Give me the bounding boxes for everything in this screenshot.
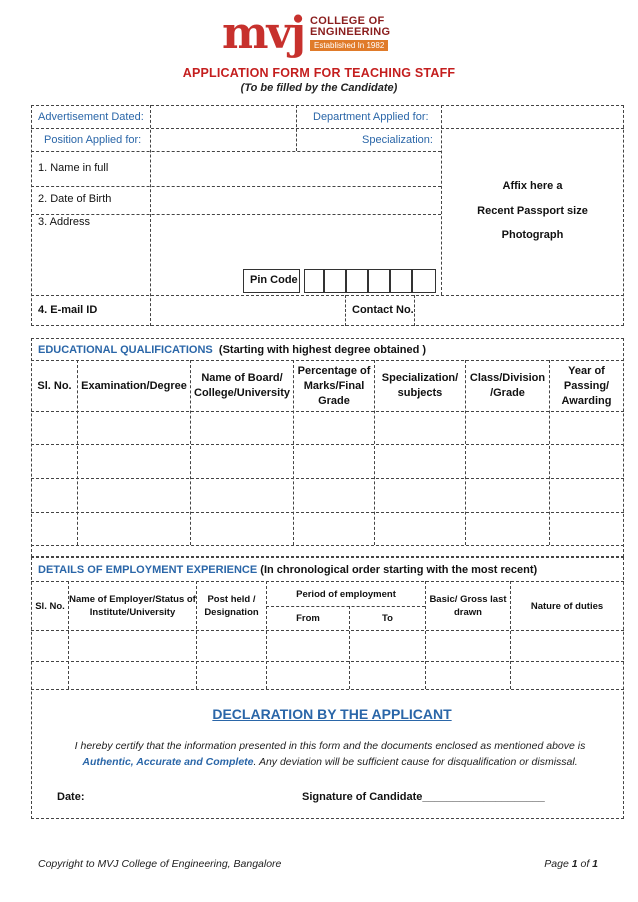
edu-row-2[interactable] (32, 445, 623, 478)
dob-label: 2. Date of Birth (38, 193, 112, 205)
date-label: Date: (57, 791, 85, 803)
logo-text: COLLEGE OF ENGINEERING Established In 1982 (310, 15, 391, 50)
pin-digit-6[interactable] (412, 269, 436, 293)
specialization-field[interactable] (442, 129, 623, 150)
footer-copyright: Copyright to MVJ College of Engineering, Bangalore (38, 858, 282, 870)
pin-digit-3[interactable] (346, 269, 368, 293)
edu-col-year: Year of Passing/ Awarding (561, 364, 612, 407)
position-applied-field[interactable] (151, 129, 295, 150)
edu-col-specialization: Specialization/ subjects (381, 372, 459, 399)
department-applied-field[interactable] (442, 106, 623, 127)
emp-col-salary: Basic/ Gross last drawn (429, 594, 507, 618)
edu-row-3[interactable] (32, 479, 623, 512)
edu-col-sl: Sl. No. (37, 379, 72, 392)
emp-col-from: From (296, 613, 320, 624)
emp-col-sl: Sl. No. (35, 600, 65, 612)
pin-code-label: Pin Code (250, 274, 298, 286)
contact-label: Contact No. (352, 304, 414, 316)
photo-area: Affix here a Recent Passport size Photograph (477, 180, 588, 241)
emp-col-duties: Nature of duties (530, 600, 604, 612)
position-applied-label: Position Applied for: (44, 134, 142, 146)
pin-digit-4[interactable] (368, 269, 390, 293)
emp-col-employer: Name of Employer/Status of Institute/University (69, 594, 196, 618)
declaration-title: DECLARATION BY THE APPLICANT (212, 706, 452, 722)
signature-label: Signature of Candidate____________________ (302, 791, 545, 803)
pin-digit-2[interactable] (324, 269, 346, 293)
specialization-label: Specialization: (362, 134, 433, 146)
emp-col-post: Post held / Designation (204, 594, 259, 618)
pin-digit-5[interactable] (390, 269, 412, 293)
form-title: APPLICATION FORM FOR TEACHING STAFF (182, 66, 456, 80)
address-label: 3. Address (38, 216, 90, 228)
edu-col-percentage: Percentage of Marks/Final Grade (297, 364, 371, 407)
form-subtitle: (To be filled by the Candidate) (240, 82, 398, 94)
emp-col-period: Period of employment (296, 588, 396, 600)
email-field[interactable] (151, 296, 344, 325)
edu-col-class: Class/Division /Grade (469, 372, 546, 399)
email-label: 4. E-mail ID (38, 304, 98, 316)
name-field[interactable] (151, 152, 440, 185)
edu-row-4[interactable] (32, 513, 623, 545)
edu-col-board: Name of Board/ College/University (194, 372, 290, 399)
pin-code-label-box (243, 269, 300, 293)
advertisement-dated-field[interactable] (151, 106, 295, 127)
address-field[interactable] (151, 215, 440, 267)
education-heading: EDUCATIONAL QUALIFICATIONS (Starting with highest degree obtained ) (38, 344, 427, 356)
advertisement-dated-label: Advertisement Dated: (38, 111, 144, 123)
department-applied-label: Department Applied for: (313, 111, 429, 123)
name-label: 1. Name in full (38, 162, 109, 174)
edu-col-exam: Examination/Degree (81, 379, 187, 392)
emp-row-2[interactable] (32, 662, 623, 689)
dob-field[interactable] (151, 187, 440, 213)
emp-col-to: To (382, 613, 393, 624)
edu-row-1[interactable] (32, 412, 623, 444)
footer-page-number: Page 1 of 1 (544, 858, 598, 870)
college-logo (222, 6, 422, 59)
declaration-text: I hereby certify that the information presented in this form and the documents enclosed as mentioned above is Authentic, Accurate and Complete. Any deviation will be sufficient cause for disqualification or dismissal. (74, 740, 586, 768)
contact-field[interactable] (415, 296, 623, 325)
pin-digit-1[interactable] (304, 269, 324, 293)
emp-row-1[interactable] (32, 631, 623, 661)
logo-mark: mvj (222, 8, 305, 59)
employment-heading: DETAILS OF EMPLOYMENT EXPERIENCE (In chronological order starting with the most recent) (38, 564, 538, 576)
